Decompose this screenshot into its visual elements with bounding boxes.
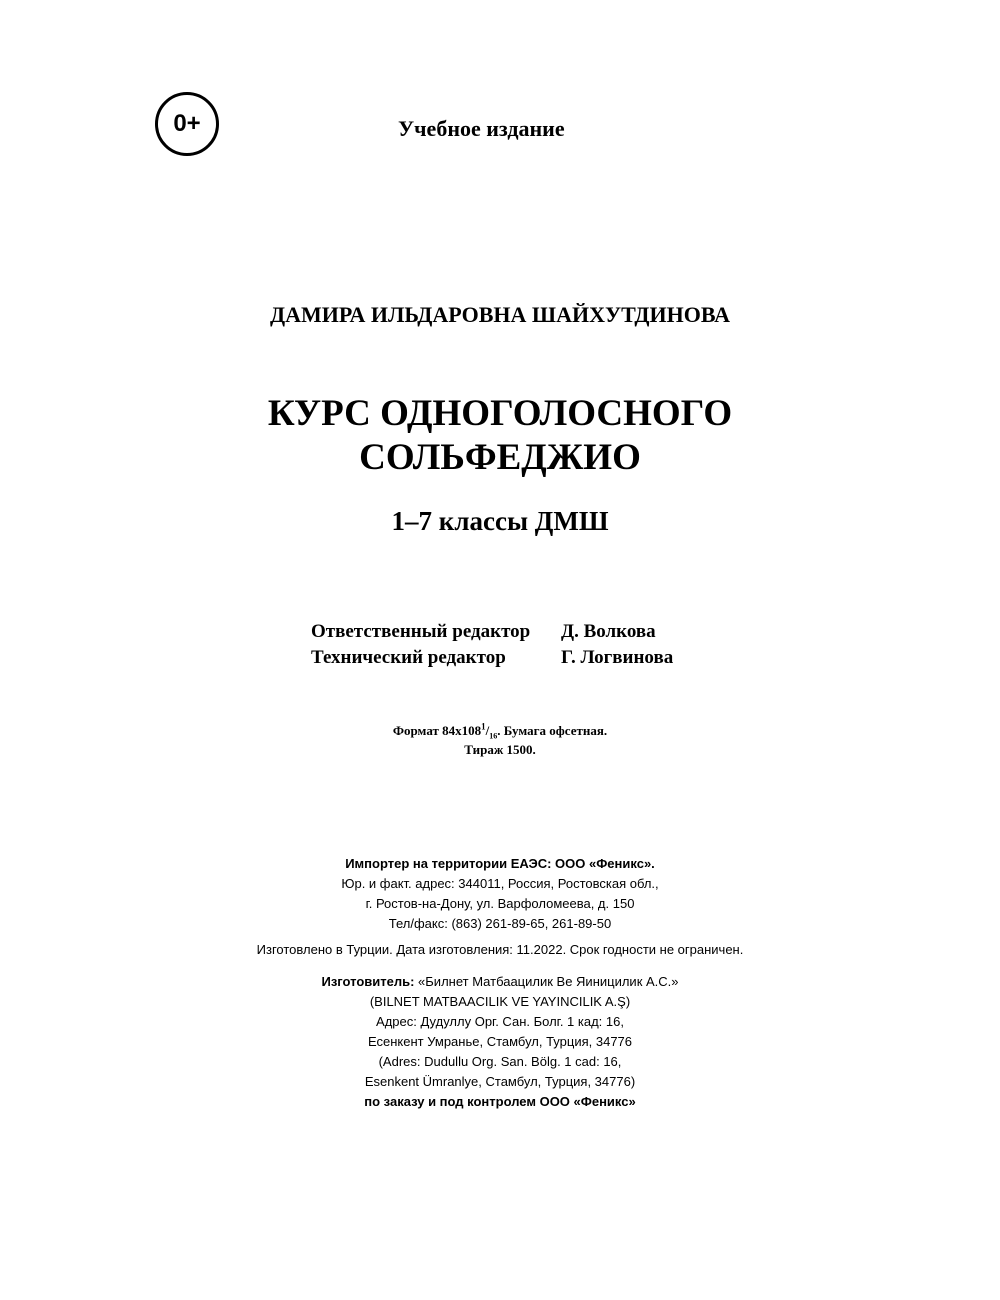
importer-address-line-1: Юр. и факт. адрес: 344011, Россия, Ростовская обл., <box>341 876 659 891</box>
importer-company: ООО «Феникс». <box>551 856 655 871</box>
importer-phone: Тел/факс: (863) 261-89-65, 261-89-50 <box>388 916 612 931</box>
book-title-line-1: КУРС ОДНОГОЛОСНОГО <box>267 393 733 434</box>
age-rating-text: 0+ <box>173 110 201 137</box>
book-title <box>0 392 1000 480</box>
manufacturer-order-note: по заказу и под контролем ООО «Феникс» <box>364 1094 636 1109</box>
made-in-block <box>0 940 1000 960</box>
format-suffix: . Бумага офсетная. <box>497 723 608 738</box>
imprint-block <box>0 721 1000 759</box>
editors-block <box>311 619 673 671</box>
format-prefix: Формат 84x108 <box>392 723 482 738</box>
editor-name: Г. Логвинова <box>561 647 674 668</box>
manufacturer-name-latin: (BILNET MATBAACILIK VE YAYINCILIK A.Ş) <box>369 994 631 1009</box>
importer-address-line-2: г. Ростов-на-Дону, ул. Варфоломеева, д. 150 <box>365 896 635 911</box>
editor-role: Технический редактор <box>311 647 506 668</box>
editor-row <box>311 619 673 645</box>
edition-type: Учебное издание <box>398 116 565 141</box>
editor-role: Ответственный редактор <box>311 621 531 642</box>
manufacturer-address-latin-line-1: (Adres: Dudullu Org. San. Bölg. 1 cad: 16, <box>378 1054 622 1069</box>
book-title-line-2: СОЛЬФЕДЖИО <box>359 437 641 478</box>
manufacturer-address-latin-line-2: Esenkent Ümranlye, Стамбул, Турция, 34776) <box>364 1074 636 1089</box>
format-denominator: 16 <box>489 731 498 741</box>
print-run: Тираж 1500. <box>464 742 536 757</box>
manufacturer-block <box>0 972 1000 1112</box>
manufacturer-line <box>0 972 1000 992</box>
editor-name: Д. Волкова <box>561 621 656 642</box>
author-name: ДАМИРА ИЛЬДАРОВНА ШАЙХУТДИНОВА <box>269 302 731 327</box>
importer-line <box>0 854 1000 874</box>
importer-block <box>0 854 1000 934</box>
editor-row <box>311 645 673 671</box>
format-line <box>0 721 1000 740</box>
manufacturer-address-line-2: Есенкент Умранье, Стамбул, Турция, 34776 <box>367 1034 633 1049</box>
made-in-text: Изготовлено в Турции. Дата изготовления: 11.2022. Срок годности не ограничен. <box>256 942 744 957</box>
age-rating-badge <box>155 92 219 156</box>
importer-label: Импортер на территории ЕАЭС: <box>345 856 552 871</box>
manufacturer-name-ru: «Билнет Матбаацилик Ве Яиницилик А.С.» <box>414 974 679 989</box>
format-numerator: 1 <box>481 721 486 732</box>
manufacturer-address-line-1: Адрес: Дудуллу Орг. Сан. Болг. 1 кад: 16, <box>376 1014 624 1029</box>
manufacturer-label: Изготовитель: <box>321 974 415 989</box>
grades-subtitle: 1–7 классы ДМШ <box>391 506 609 536</box>
format-slash: / <box>485 723 490 738</box>
